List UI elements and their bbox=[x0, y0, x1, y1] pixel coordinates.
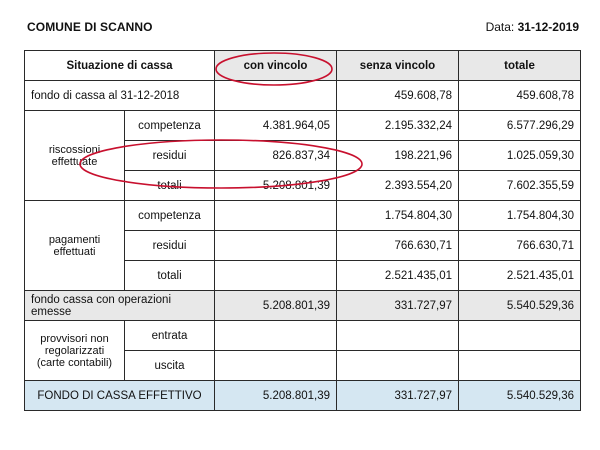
cell-totale: 5.540.529,36 bbox=[459, 381, 581, 411]
table-row bbox=[25, 381, 581, 411]
sub-label: competenza bbox=[125, 201, 215, 231]
cell-totale: 7.602.355,59 bbox=[459, 171, 581, 201]
comune-title: COMUNE DI SCANNO bbox=[27, 20, 153, 34]
group-label-pagamenti: pagamenti effettuati bbox=[25, 201, 125, 291]
table-row bbox=[25, 201, 581, 231]
group-label-riscossioni: riscossioni effettuate bbox=[25, 111, 125, 201]
cell-senza-vincolo: 459.608,78 bbox=[337, 81, 459, 111]
cash-situation-table bbox=[24, 50, 581, 411]
date-value: 31-12-2019 bbox=[517, 20, 579, 34]
cell-totale: 2.521.435,01 bbox=[459, 261, 581, 291]
cell-senza-vincolo: 2.521.435,01 bbox=[337, 261, 459, 291]
cell-totale bbox=[459, 351, 581, 381]
header-totale: totale bbox=[459, 51, 581, 81]
cell-con-vincolo bbox=[215, 351, 337, 381]
row-label-fondo-iniziale: fondo di cassa al 31-12-2018 bbox=[25, 81, 215, 111]
cell-senza-vincolo: 331.727,97 bbox=[337, 291, 459, 321]
sub-label: residui bbox=[125, 231, 215, 261]
cell-totale: 6.577.296,29 bbox=[459, 111, 581, 141]
cell-senza-vincolo: 2.195.332,24 bbox=[337, 111, 459, 141]
cell-totale bbox=[459, 321, 581, 351]
cell-con-vincolo: 5.208.801,39 bbox=[215, 291, 337, 321]
sub-label: entrata bbox=[125, 321, 215, 351]
row-label-fondo-effettivo: FONDO DI CASSA EFFETTIVO bbox=[25, 381, 215, 411]
header-situazione: Situazione di cassa bbox=[25, 51, 215, 81]
row-label-fondo-operazioni: fondo cassa con operazioni emesse bbox=[25, 291, 215, 321]
cell-con-vincolo: 5.208.801,39 bbox=[215, 381, 337, 411]
cell-totale: 1.025.059,30 bbox=[459, 141, 581, 171]
cell-con-vincolo: 5.208.801,39 bbox=[215, 171, 337, 201]
table-row bbox=[25, 81, 581, 111]
cell-con-vincolo: 826.837,34 bbox=[215, 141, 337, 171]
cell-senza-vincolo: 766.630,71 bbox=[337, 231, 459, 261]
cell-senza-vincolo: 2.393.554,20 bbox=[337, 171, 459, 201]
table-header-row bbox=[25, 51, 581, 81]
cell-con-vincolo bbox=[215, 201, 337, 231]
cell-senza-vincolo: 198.221,96 bbox=[337, 141, 459, 171]
group-label-provvisori: provvisori non regolarizzati (carte contabili) bbox=[25, 321, 125, 381]
cell-senza-vincolo bbox=[337, 321, 459, 351]
cell-totale: 5.540.529,36 bbox=[459, 291, 581, 321]
header-con-vincolo: con vincolo bbox=[215, 51, 337, 81]
table-row bbox=[25, 291, 581, 321]
cell-senza-vincolo: 1.754.804,30 bbox=[337, 201, 459, 231]
table-row bbox=[25, 321, 581, 351]
cell-con-vincolo bbox=[215, 261, 337, 291]
cell-senza-vincolo bbox=[337, 351, 459, 381]
sub-label: totali bbox=[125, 261, 215, 291]
cell-con-vincolo: 4.381.964,05 bbox=[215, 111, 337, 141]
table-row bbox=[25, 111, 581, 141]
cell-totale: 1.754.804,30 bbox=[459, 201, 581, 231]
sub-label: competenza bbox=[125, 111, 215, 141]
report-date bbox=[486, 20, 579, 34]
date-label: Data: bbox=[485, 20, 515, 34]
cell-totale: 766.630,71 bbox=[459, 231, 581, 261]
sub-label: totali bbox=[125, 171, 215, 201]
cell-con-vincolo bbox=[215, 321, 337, 351]
cell-senza-vincolo: 331.727,97 bbox=[337, 381, 459, 411]
sub-label: residui bbox=[125, 141, 215, 171]
cell-totale: 459.608,78 bbox=[459, 81, 581, 111]
cell-con-vincolo bbox=[215, 231, 337, 261]
header-senza-vincolo: senza vincolo bbox=[337, 51, 459, 81]
cell-con-vincolo bbox=[215, 81, 337, 111]
sub-label: uscita bbox=[125, 351, 215, 381]
